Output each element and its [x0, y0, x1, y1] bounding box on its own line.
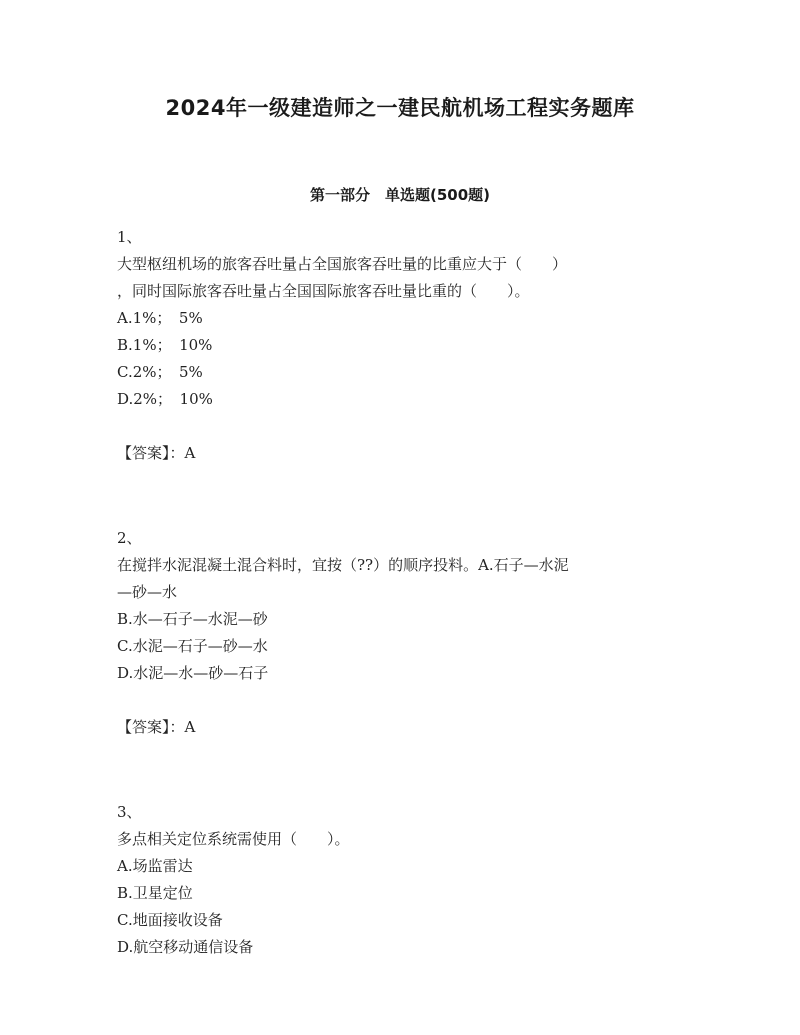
option-b: B.1%； 10% — [117, 336, 213, 354]
option-a: A.场监雷达 — [117, 857, 193, 875]
option-c: C.2%； 5% — [117, 363, 203, 381]
option-c: C.地面接收设备 — [117, 911, 223, 929]
option-d: D.水泥—水—砂—石子 — [117, 664, 269, 682]
option-c: C.水泥—石子—砂—水 — [117, 637, 268, 655]
question-number: 1、 — [117, 228, 142, 246]
answer-line: 【答案】：A — [117, 718, 196, 736]
option-d: D.航空移动通信设备 — [117, 938, 254, 956]
spacer — [117, 741, 677, 799]
option-d: D.2%； 10% — [117, 390, 213, 408]
answer-line: 【答案】：A — [117, 444, 196, 462]
question-2 — [117, 525, 677, 741]
option-a: A.1%； 5% — [117, 309, 203, 327]
question-stem-line: ，同时国际旅客吞吐量占全国国际旅客吞吐量比重的（ ）。 — [117, 282, 530, 300]
question-3 — [117, 799, 677, 961]
option-b: B.卫星定位 — [117, 884, 193, 902]
question-stem-line: 在搅拌水泥混凝土混合料时，宜按（??）的顺序投料。A.石子—水泥 — [117, 556, 569, 574]
question-number: 3、 — [117, 803, 142, 821]
question-1 — [117, 224, 677, 467]
document-title: 2024年一级建造师之一建民航机场工程实务题库 — [165, 96, 635, 120]
spacer — [117, 467, 677, 525]
question-list — [117, 224, 677, 961]
question-number: 2、 — [117, 529, 142, 547]
section-heading: 第一部分 单选题(500题) — [309, 186, 491, 204]
question-stem-line: 大型枢纽机场的旅客吞吐量占全国旅客吞吐量的比重应大于（ ） — [117, 255, 568, 273]
question-stem-line: 多点相关定位系统需使用（ ）。 — [117, 830, 350, 848]
option-b: B.水—石子—水泥—砂 — [117, 610, 268, 628]
question-stem-line: —砂—水 — [117, 583, 178, 601]
